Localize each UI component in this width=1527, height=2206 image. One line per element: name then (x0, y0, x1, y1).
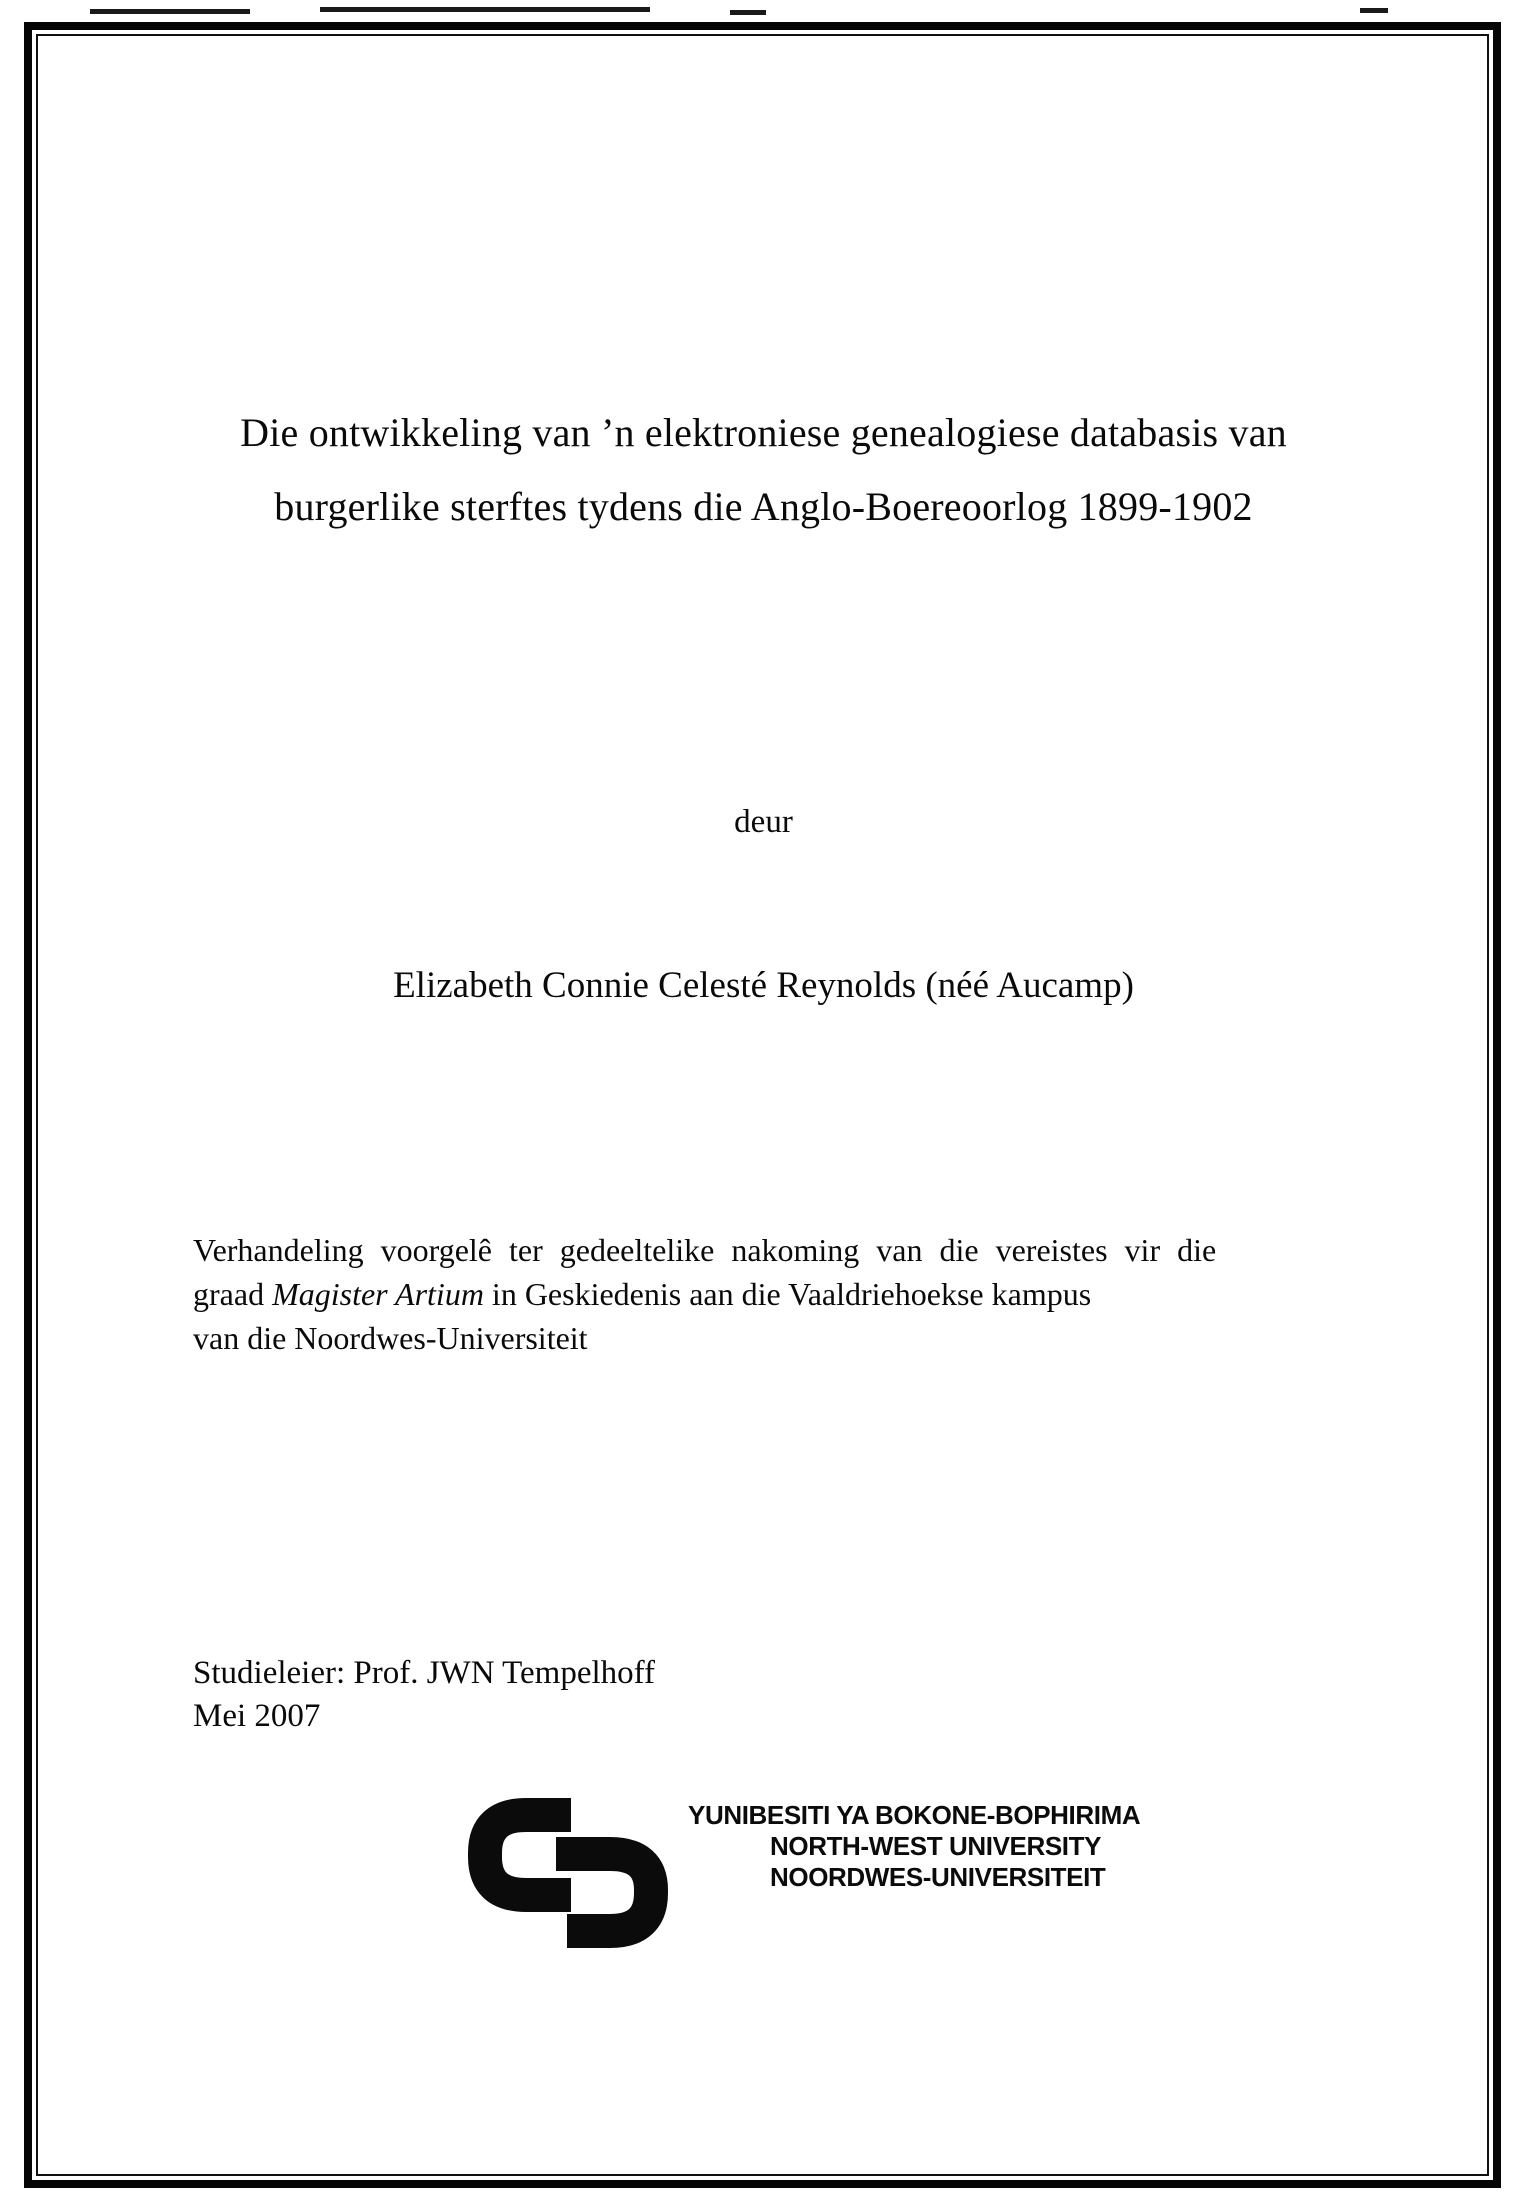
scan-artifact (90, 9, 250, 14)
degree-name-italic: Magister Artium (272, 1276, 484, 1312)
scan-artifact (730, 10, 766, 15)
degree-statement-line2-prefix: graad (193, 1276, 273, 1312)
logo-line-english: NORTH-WEST UNIVERSITY (770, 1831, 1102, 1861)
university-logo-text (688, 1800, 1140, 1893)
nwu-logo-icon (468, 1798, 668, 1948)
degree-statement-line2-suffix: in Geskiedenis aan die Vaaldriehoekse kampus (483, 1276, 1092, 1312)
degree-statement (193, 1228, 1353, 1360)
degree-statement-line3: van die Noordwes-Universiteit (193, 1320, 588, 1356)
author-name: Elizabeth Connie Celesté Reynolds (néé Aucamp) (393, 965, 1134, 1006)
thesis-title-line1: Die ontwikkeling van ’n elektroniese genealogiese databasis van (240, 410, 1287, 455)
scan-artifact (320, 7, 650, 12)
byline-label: deur (734, 804, 793, 840)
degree-statement-line1: Verhandeling voorgelê ter gedeeltelike nakoming van die vereistes vir die (193, 1232, 1217, 1268)
thesis-title-line2: burgerlike sterftes tydens die Anglo-Boereoorlog 1899-1902 (274, 484, 1253, 529)
degree-statement-line2 (193, 1276, 1091, 1312)
logo-line-setswana: YUNIBESITI YA BOKONE-BOPHIRIMA (688, 1800, 1141, 1830)
university-logo (468, 1798, 1140, 1948)
thesis-title (0, 396, 1527, 544)
logo-line-afrikaans: NOORDWES-UNIVERSITEIT (770, 1862, 1106, 1892)
scan-artifact (1360, 8, 1388, 13)
supervisor-block (193, 1652, 655, 1738)
date-line: Mei 2007 (193, 1698, 321, 1734)
supervisor-line: Studieleier: Prof. JWN Tempelhoff (193, 1655, 656, 1691)
